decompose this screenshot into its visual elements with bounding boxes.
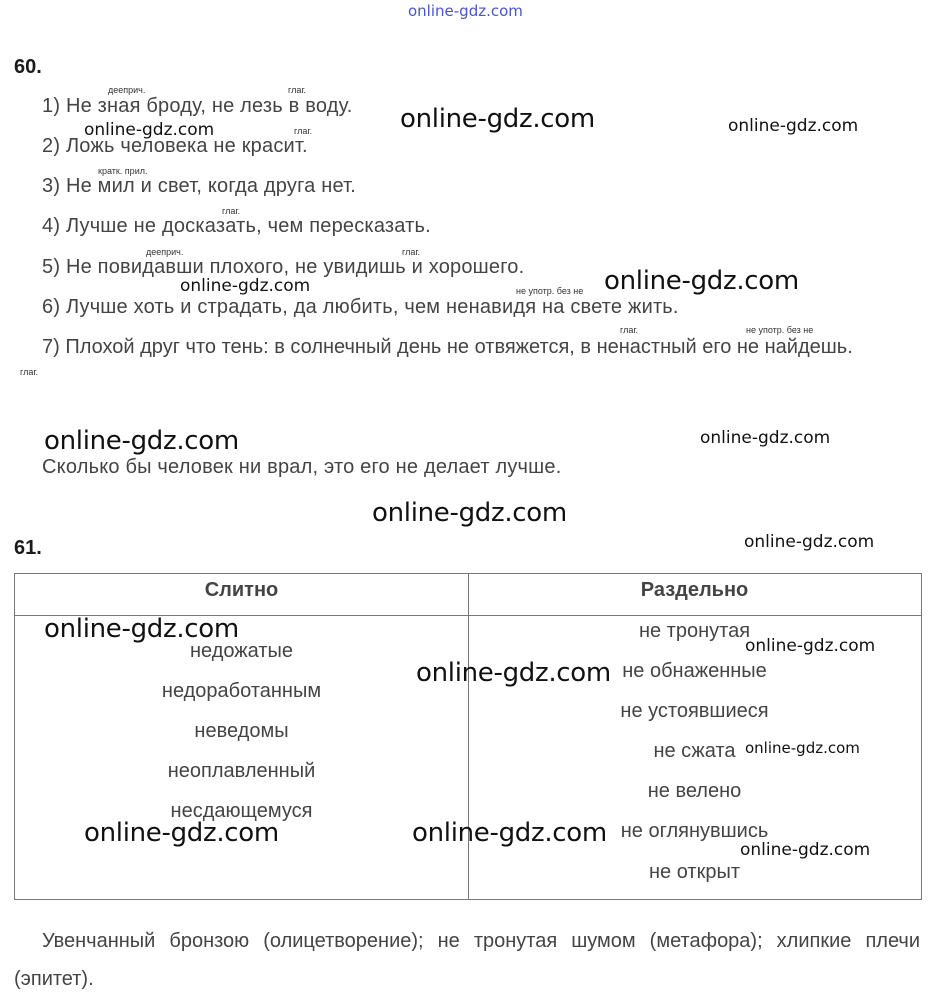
left-cell: неоплавленный	[167, 760, 316, 782]
annotation-glag-2: глаг.	[294, 126, 313, 136]
exercise-60-number: 60.	[14, 56, 42, 78]
annotation-deeprich-2: дееприч.	[146, 247, 184, 257]
watermark: online-gdz.com	[745, 636, 876, 656]
top-watermark: online-gdz.com	[408, 2, 523, 20]
left-cell: недожатые	[189, 640, 294, 662]
right-cell: не устоявшиеся	[620, 700, 769, 722]
annotation-kratk: кратк. прил.	[98, 166, 148, 176]
right-cell: не велено	[647, 780, 742, 802]
right-cell: не тронутая	[638, 620, 751, 642]
watermark: online-gdz.com	[744, 532, 875, 552]
watermark: online-gdz.com	[180, 276, 311, 296]
header-razdelno: Раздельно	[640, 579, 749, 601]
watermark: online-gdz.com	[700, 428, 831, 448]
annotation-glag-3: глаг.	[222, 206, 241, 216]
proverb-line-3: 3) Не мил и свет, когда друга нет.	[42, 175, 357, 197]
watermark: online-gdz.com	[416, 658, 611, 688]
watermark: online-gdz.com	[372, 498, 567, 528]
left-cell: несдающемуся	[170, 800, 313, 822]
proverb-line-1: 1) Не зная броду, не лезь в воду.	[42, 95, 353, 117]
annotation-deeprich-1: дееприч.	[108, 85, 146, 95]
right-cell: не обнаженные	[622, 660, 767, 682]
watermark: online-gdz.com	[740, 840, 871, 860]
watermark: online-gdz.com	[745, 739, 860, 757]
right-cell: не открыт	[649, 861, 740, 883]
watermark: online-gdz.com	[412, 818, 607, 848]
watermark: online-gdz.com	[604, 266, 799, 296]
header-slitno: Слитно	[204, 579, 279, 601]
annotation-glag-4: глаг.	[402, 247, 421, 257]
watermark: online-gdz.com	[84, 120, 215, 140]
left-cell: недоработанным	[161, 680, 322, 702]
annotation-ne-upotr-2: не употр. без не	[746, 325, 814, 335]
annotation-glag-1: глаг.	[288, 85, 307, 95]
exercise-60-conclusion: Сколько бы человек ни врал, это его не делает лучше.	[42, 456, 562, 478]
annotation-ne-upotr-1: не употр. без не	[516, 286, 584, 296]
watermark: online-gdz.com	[400, 104, 595, 134]
watermark: online-gdz.com	[84, 818, 279, 848]
annotation-glag-6: глаг.	[20, 367, 39, 377]
watermark: online-gdz.com	[44, 614, 239, 644]
proverb-line-4: 4) Лучше не досказать, чем пересказать.	[42, 215, 431, 237]
proverb-line-5: 5) Не повидавши плохого, не увидишь и хорошего.	[42, 256, 525, 278]
exercise-61-number: 61.	[14, 537, 42, 559]
watermark: online-gdz.com	[728, 116, 859, 136]
left-cell: неведомы	[194, 720, 289, 742]
proverb-line-2: 2) Ложь человека не красит.	[42, 135, 308, 157]
right-cell: не оглянувшись	[620, 820, 769, 842]
right-cell: не сжата	[653, 740, 736, 762]
annotation-glag-5: глаг.	[620, 325, 639, 335]
proverb-line-7: 7) Плохой друг что тень: в солнечный день не отвяжется, в ненастный его не найдешь.	[42, 336, 853, 358]
proverb-line-6: 6) Лучше хоть и страдать, да любить, чем ненавидя на свете жить.	[42, 296, 679, 318]
exercise-61-paragraph: Увенчанный бронзою (олицетворение); не тронутая шумом (метафора); хлипкие плечи (эпитет).	[14, 930, 920, 990]
watermark: online-gdz.com	[44, 426, 239, 456]
